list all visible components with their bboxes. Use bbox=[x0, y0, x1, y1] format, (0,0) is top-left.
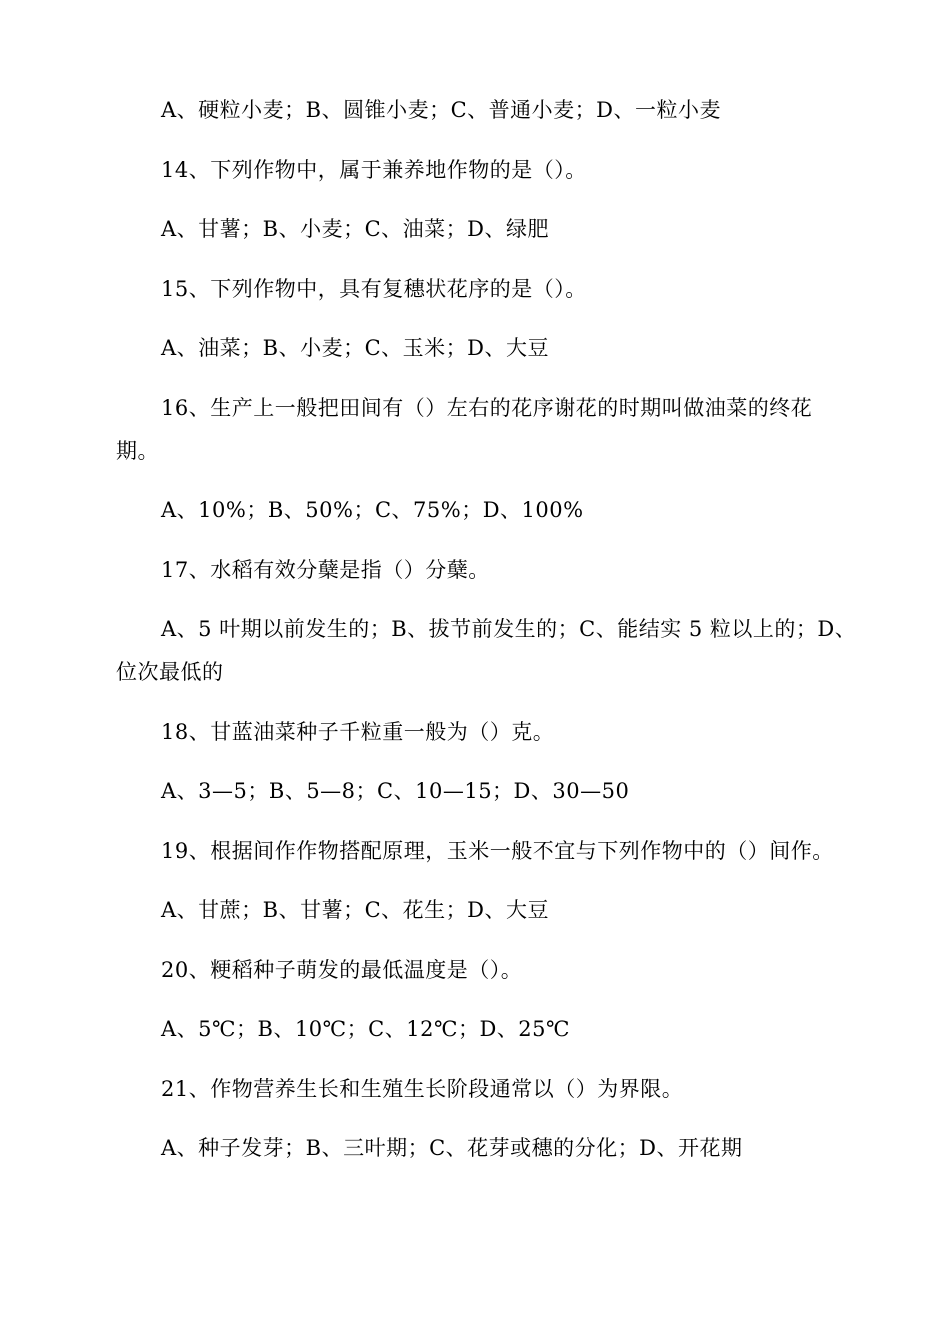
q20-question: 20、粳稻种子萌发的最低温度是（）。 bbox=[161, 958, 523, 982]
q13-options: A、硬粒小麦；B、圆锥小麦；C、普通小麦；D、一粒小麦 bbox=[161, 98, 722, 122]
q17-options-cont: 位次最低的 bbox=[116, 660, 224, 684]
q21-options: A、种子发芽；B、三叶期；C、花芽或穗的分化；D、开花期 bbox=[161, 1136, 743, 1160]
q18-question: 18、甘蓝油菜种子千粒重一般为（）克。 bbox=[161, 720, 555, 744]
q21-question: 21、作物营养生长和生殖生长阶段通常以（）为界限。 bbox=[161, 1077, 684, 1101]
q16-question-cont: 期。 bbox=[116, 439, 159, 463]
q19-options: A、甘蔗；B、甘薯；C、花生；D、大豆 bbox=[161, 898, 550, 922]
q17-options: A、5 叶期以前发生的；B、拔节前发生的；C、能结实 5 粒以上的；D、 bbox=[161, 617, 857, 641]
q16-question: 16、生产上一般把田间有（）左右的花序谢花的时期叫做油菜的终花 bbox=[161, 396, 813, 420]
q19-question: 19、根据间作作物搭配原理，玉米一般不宜与下列作物中的（）间作。 bbox=[161, 839, 834, 863]
q14-options: A、甘薯；B、小麦；C、油菜；D、绿肥 bbox=[161, 217, 550, 241]
q16-options: A、10%；B、50%；C、75%；D、100% bbox=[161, 498, 584, 522]
q18-options: A、3—5；B、5—8；C、10—15；D、30—50 bbox=[161, 779, 630, 803]
q15-question: 15、下列作物中，具有复穗状花序的是（）。 bbox=[161, 277, 587, 301]
q14-question: 14、下列作物中，属于兼养地作物的是（）。 bbox=[161, 158, 587, 182]
q17-question: 17、水稻有效分蘖是指（）分蘖。 bbox=[161, 558, 490, 582]
q20-options: A、5℃；B、10℃；C、12℃；D、25℃ bbox=[161, 1017, 570, 1041]
q15-options: A、油菜；B、小麦；C、玉米；D、大豆 bbox=[161, 336, 550, 360]
